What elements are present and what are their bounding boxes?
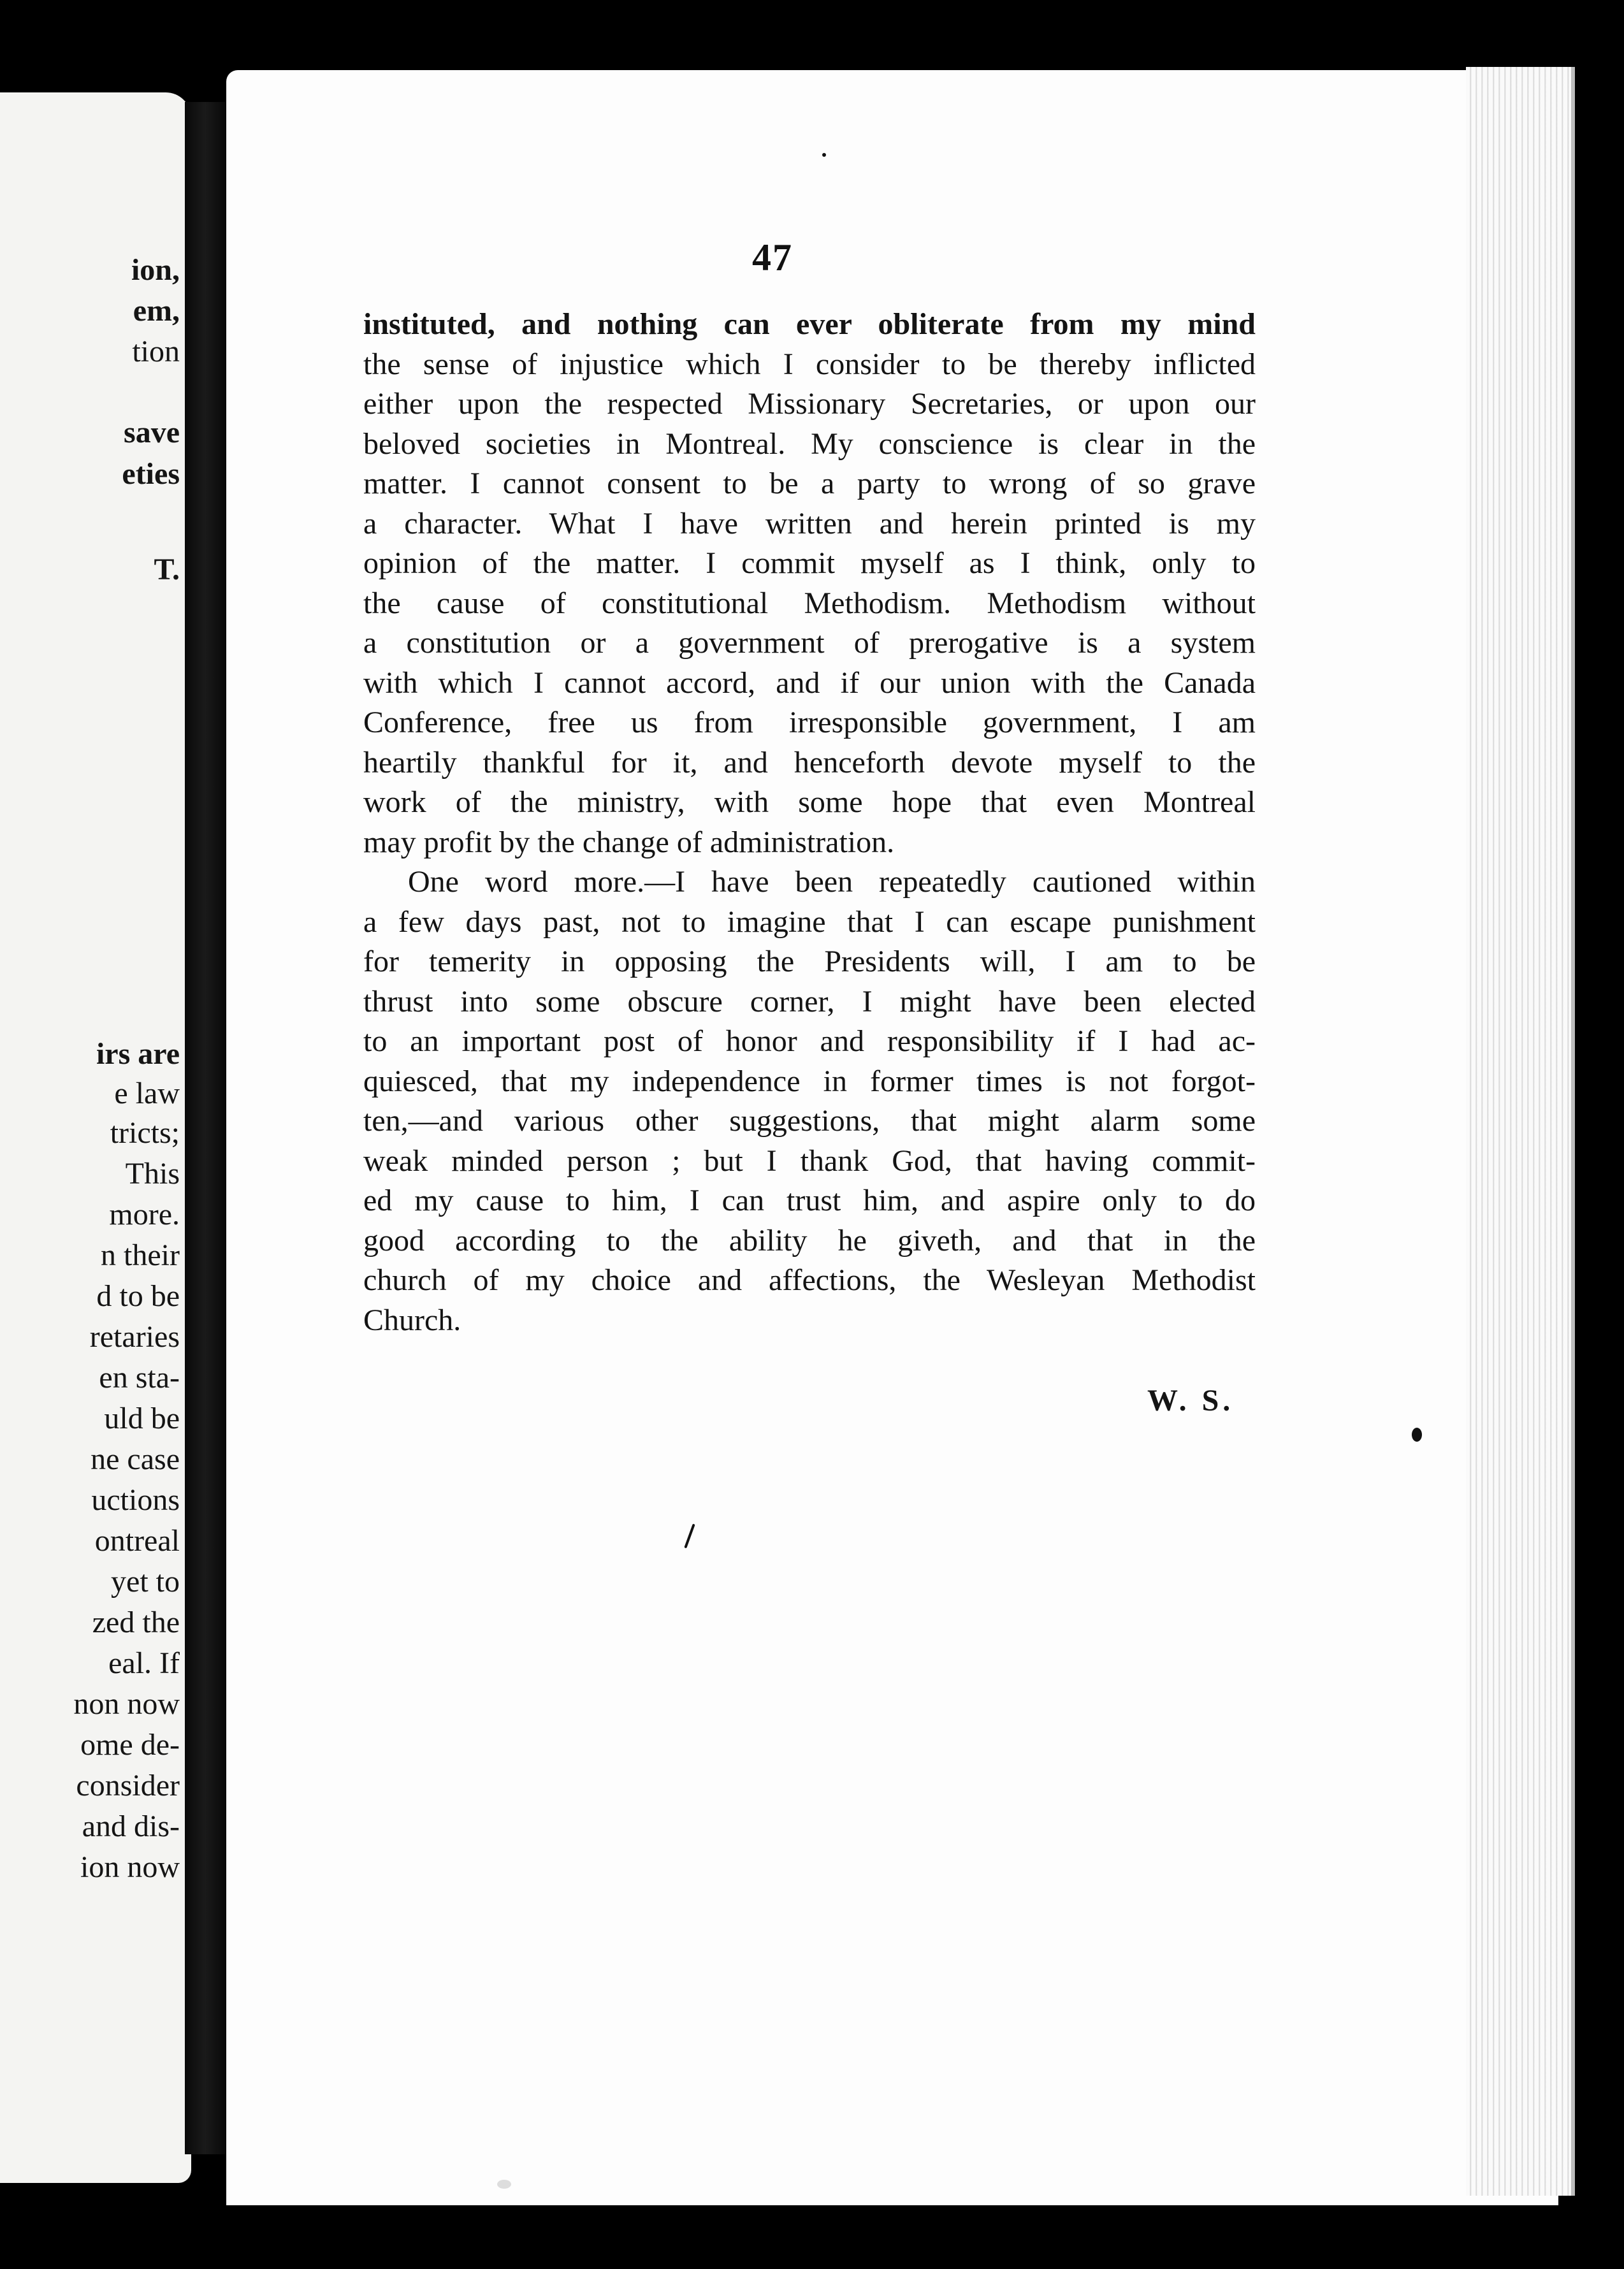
facing-page-line: consider <box>76 1769 180 1802</box>
text-line: work of the ministry, with some hope that even Montreal <box>363 785 1256 819</box>
text-line: the cause of constitutional Methodism. Methodism without <box>363 586 1256 620</box>
facing-page-line: ontreal <box>94 1524 180 1558</box>
text-line: instituted, and nothing can ever obliterate from my mind <box>363 307 1256 341</box>
text-line: church of my choice and affections, the Wesleyan Methodist <box>363 1263 1256 1297</box>
facing-page-line: T. <box>154 553 180 586</box>
ink-speck <box>1412 1428 1422 1442</box>
facing-page-line: more. <box>109 1198 180 1231</box>
facing-page-line: tion <box>132 335 180 368</box>
facing-page-line: n their <box>101 1238 180 1272</box>
facing-page-line: eal. If <box>108 1646 180 1680</box>
text-line: thrust into some obscure corner, I might have been elected <box>363 984 1256 1019</box>
text-line: the sense of injustice which I consider to be thereby inflicted <box>363 347 1256 381</box>
text-line: weak minded person ; but I thank God, that having commit- <box>363 1143 1256 1178</box>
facing-page-line: yet to <box>111 1565 180 1598</box>
text-line: heartily thankful for it, and henceforth devote myself to the <box>363 745 1256 779</box>
facing-page-line: em, <box>133 294 180 328</box>
text-line: good according to the ability he giveth, and that in the <box>363 1223 1256 1258</box>
facing-page-line: ome de- <box>80 1728 180 1762</box>
signature-initials: W. S. <box>1147 1384 1235 1417</box>
facing-page-line: save <box>124 416 180 449</box>
text-line: beloved societies in Montreal. My conscience is clear in the <box>363 426 1256 461</box>
facing-page-line: uctions <box>91 1483 180 1517</box>
text-line: to an important post of honor and responsibility if I had ac- <box>363 1024 1256 1058</box>
text-line: a character. What I have written and herein printed is my <box>363 506 1256 540</box>
facing-page-fragment <box>0 92 191 2183</box>
facing-page-line: ion now <box>80 1850 180 1884</box>
text-line: ed my cause to him, I can trust him, and aspire only to do <box>363 1184 1256 1217</box>
text-line: Church. <box>363 1303 461 1337</box>
facing-page-line: and dis- <box>82 1809 180 1843</box>
text-line: ten,—and various other suggestions, that might alarm some <box>363 1104 1256 1138</box>
page-edges <box>1466 67 1575 2196</box>
facing-page-line: eties <box>122 457 180 491</box>
text-line: may profit by the change of administration. <box>363 825 895 859</box>
text-line: One word more.—I have been repeatedly cautioned within <box>408 865 1256 899</box>
facing-page-line: en sta- <box>99 1361 180 1395</box>
text-line: with which I cannot accord, and if our union with the Canada <box>363 665 1256 700</box>
facing-page-line: non now <box>73 1687 180 1721</box>
text-line: opinion of the matter. I commit myself as I think, only to <box>363 546 1256 580</box>
text-line: quiesced, that my independence in former times is not forgot- <box>363 1064 1256 1098</box>
facing-page-line: ion, <box>131 253 180 287</box>
facing-page-line: zed the <box>92 1606 180 1639</box>
facing-page-line: d to be <box>96 1279 180 1313</box>
facing-page-line: ne case <box>91 1442 180 1476</box>
ink-speck <box>497 2180 511 2189</box>
text-line: for temerity in opposing the Presidents will, I am to be <box>363 945 1256 978</box>
facing-page-line: e law <box>114 1077 180 1110</box>
facing-page-line: tricts; <box>110 1116 180 1150</box>
text-line: either upon the respected Missionary Secretaries, or upon our <box>363 387 1256 421</box>
facing-page-line: This <box>125 1157 180 1191</box>
page-number: 47 <box>752 236 793 279</box>
text-line: Conference, free us from irresponsible government, I am <box>363 706 1256 739</box>
text-line: a few days past, not to imagine that I can escape punishment <box>363 904 1256 939</box>
facing-page-line: retaries <box>89 1320 180 1354</box>
facing-page-line: irs are <box>96 1037 180 1071</box>
facing-page-line: uld be <box>104 1402 180 1435</box>
text-line: a constitution or a government of prerogative is a system <box>363 626 1256 660</box>
ink-speck <box>822 153 826 157</box>
body-text <box>363 305 1256 1340</box>
text-line: matter. I cannot consent to be a party to wrong of so grave <box>363 467 1256 500</box>
